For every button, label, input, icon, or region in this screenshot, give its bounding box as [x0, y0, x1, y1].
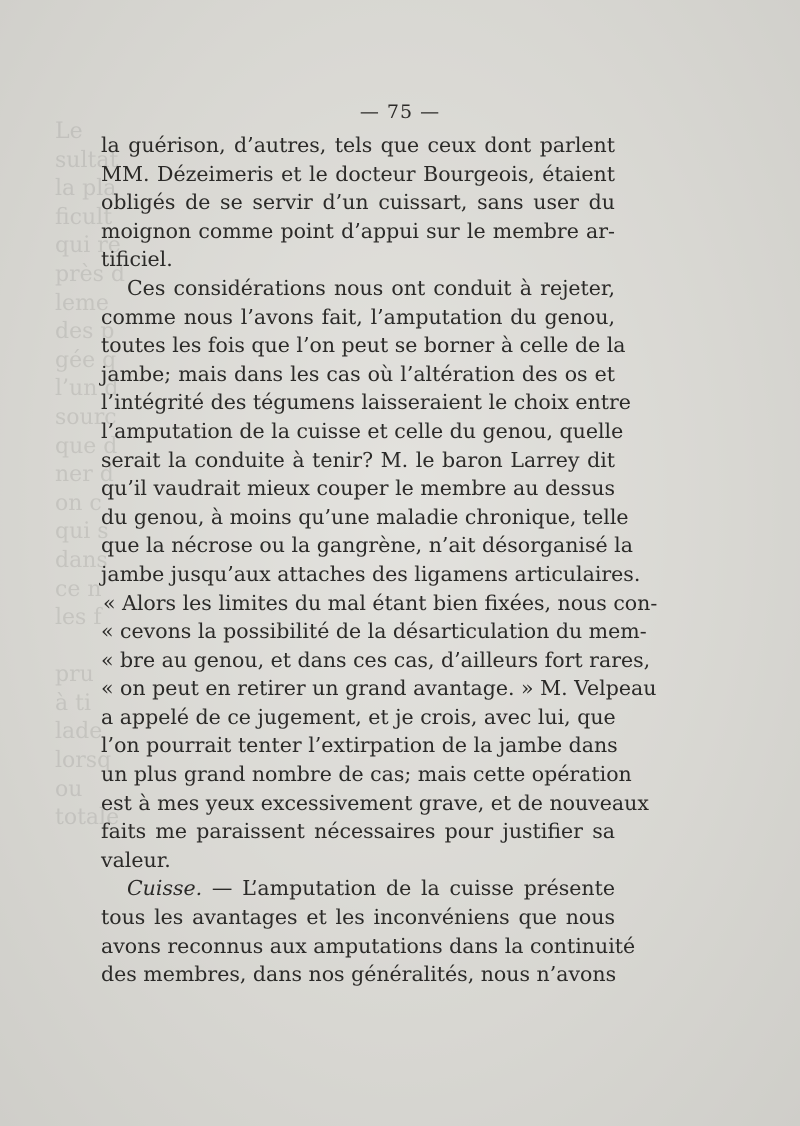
text-line: moignon comme point d’appui sur le membre ar- — [101, 218, 615, 243]
quote-line: « bre au genou, et dans ces cas, d’ailleurs fort rares, — [101, 647, 651, 672]
text-line: que la nécrose ou la gangrène, n’ait désorganisé la — [101, 533, 633, 558]
text-line: faits me paraissent nécessaires pour justifier sa — [101, 819, 615, 844]
text-line: MM. Dézeimeris et le docteur Bourgeois, étaient — [101, 161, 615, 186]
text-line: du genou, à moins qu’une maladie chronique, telle — [101, 504, 629, 529]
text-line: serait la conduite à tenir? M. le baron Larrey dit — [101, 447, 615, 472]
text-line: obligés de se servir d’un cuissart, sans user du — [101, 190, 615, 215]
text-line: un plus grand nombre de cas; mais cette opération — [101, 762, 632, 787]
bleed-through-text: Le sultat la pla ficult qui re près d leme des p gée q l’un d sourc que d ner d on c qui s dans ce n les f pru à ti lade lorsq ou totale — [55, 119, 125, 831]
quote-line: « Alors les limites du mal étant bien fixées, nous con- — [103, 590, 658, 615]
text-line: tificiel. — [101, 247, 173, 272]
quote-line: « on peut en retirer un grand avantage. » M. Velpeau — [101, 676, 657, 701]
text-line: Ces considérations nous ont conduit à rejeter, — [127, 275, 615, 300]
section-heading-cuisse: Cuisse. — [127, 876, 203, 901]
text-line: l’intégrité des tégumens laisseraient le choix entre — [101, 390, 631, 415]
text-line: jambe; mais dans les cas où l’altération des os et — [101, 361, 615, 386]
text-line: la guérison, d’autres, tels que ceux dont parlent — [101, 133, 615, 157]
text-line: comme nous l’avons fait, l’amputation du genou, — [101, 304, 615, 329]
text-line: avons reconnus aux amputations dans la continuité — [101, 933, 636, 958]
section-lead-text: — L’amputation de la cuisse présente — [211, 876, 615, 901]
text-line: est à mes yeux excessivement grave, et de nouveaux — [101, 790, 649, 815]
body-text — [101, 131, 658, 989]
text-line: valeur. — [101, 847, 171, 872]
text-line: l’amputation de la cuisse et celle du genou, quelle — [101, 418, 624, 443]
text-line: toutes les fois que l’on peut se borner à celle de la — [101, 333, 626, 358]
text-line: tous les avantages et les inconvéniens que nous — [101, 905, 615, 930]
text-line: jambe jusqu’aux attaches des ligamens articulaires. — [101, 561, 641, 586]
text-line: qu’il vaudrait mieux couper le membre au dessus — [101, 476, 615, 501]
quote-line: « cevons la possibilité de la désarticulation du mem- — [101, 619, 647, 644]
text-line: a appelé de ce jugement, et je crois, avec lui, que — [101, 704, 616, 729]
section-line — [101, 874, 615, 903]
text-line: des membres, dans nos généralités, nous n’avons — [101, 962, 617, 987]
page-number: — 75 — — [359, 101, 441, 123]
text-line: l’on pourrait tenter l’extirpation de la jambe dans — [101, 733, 618, 758]
